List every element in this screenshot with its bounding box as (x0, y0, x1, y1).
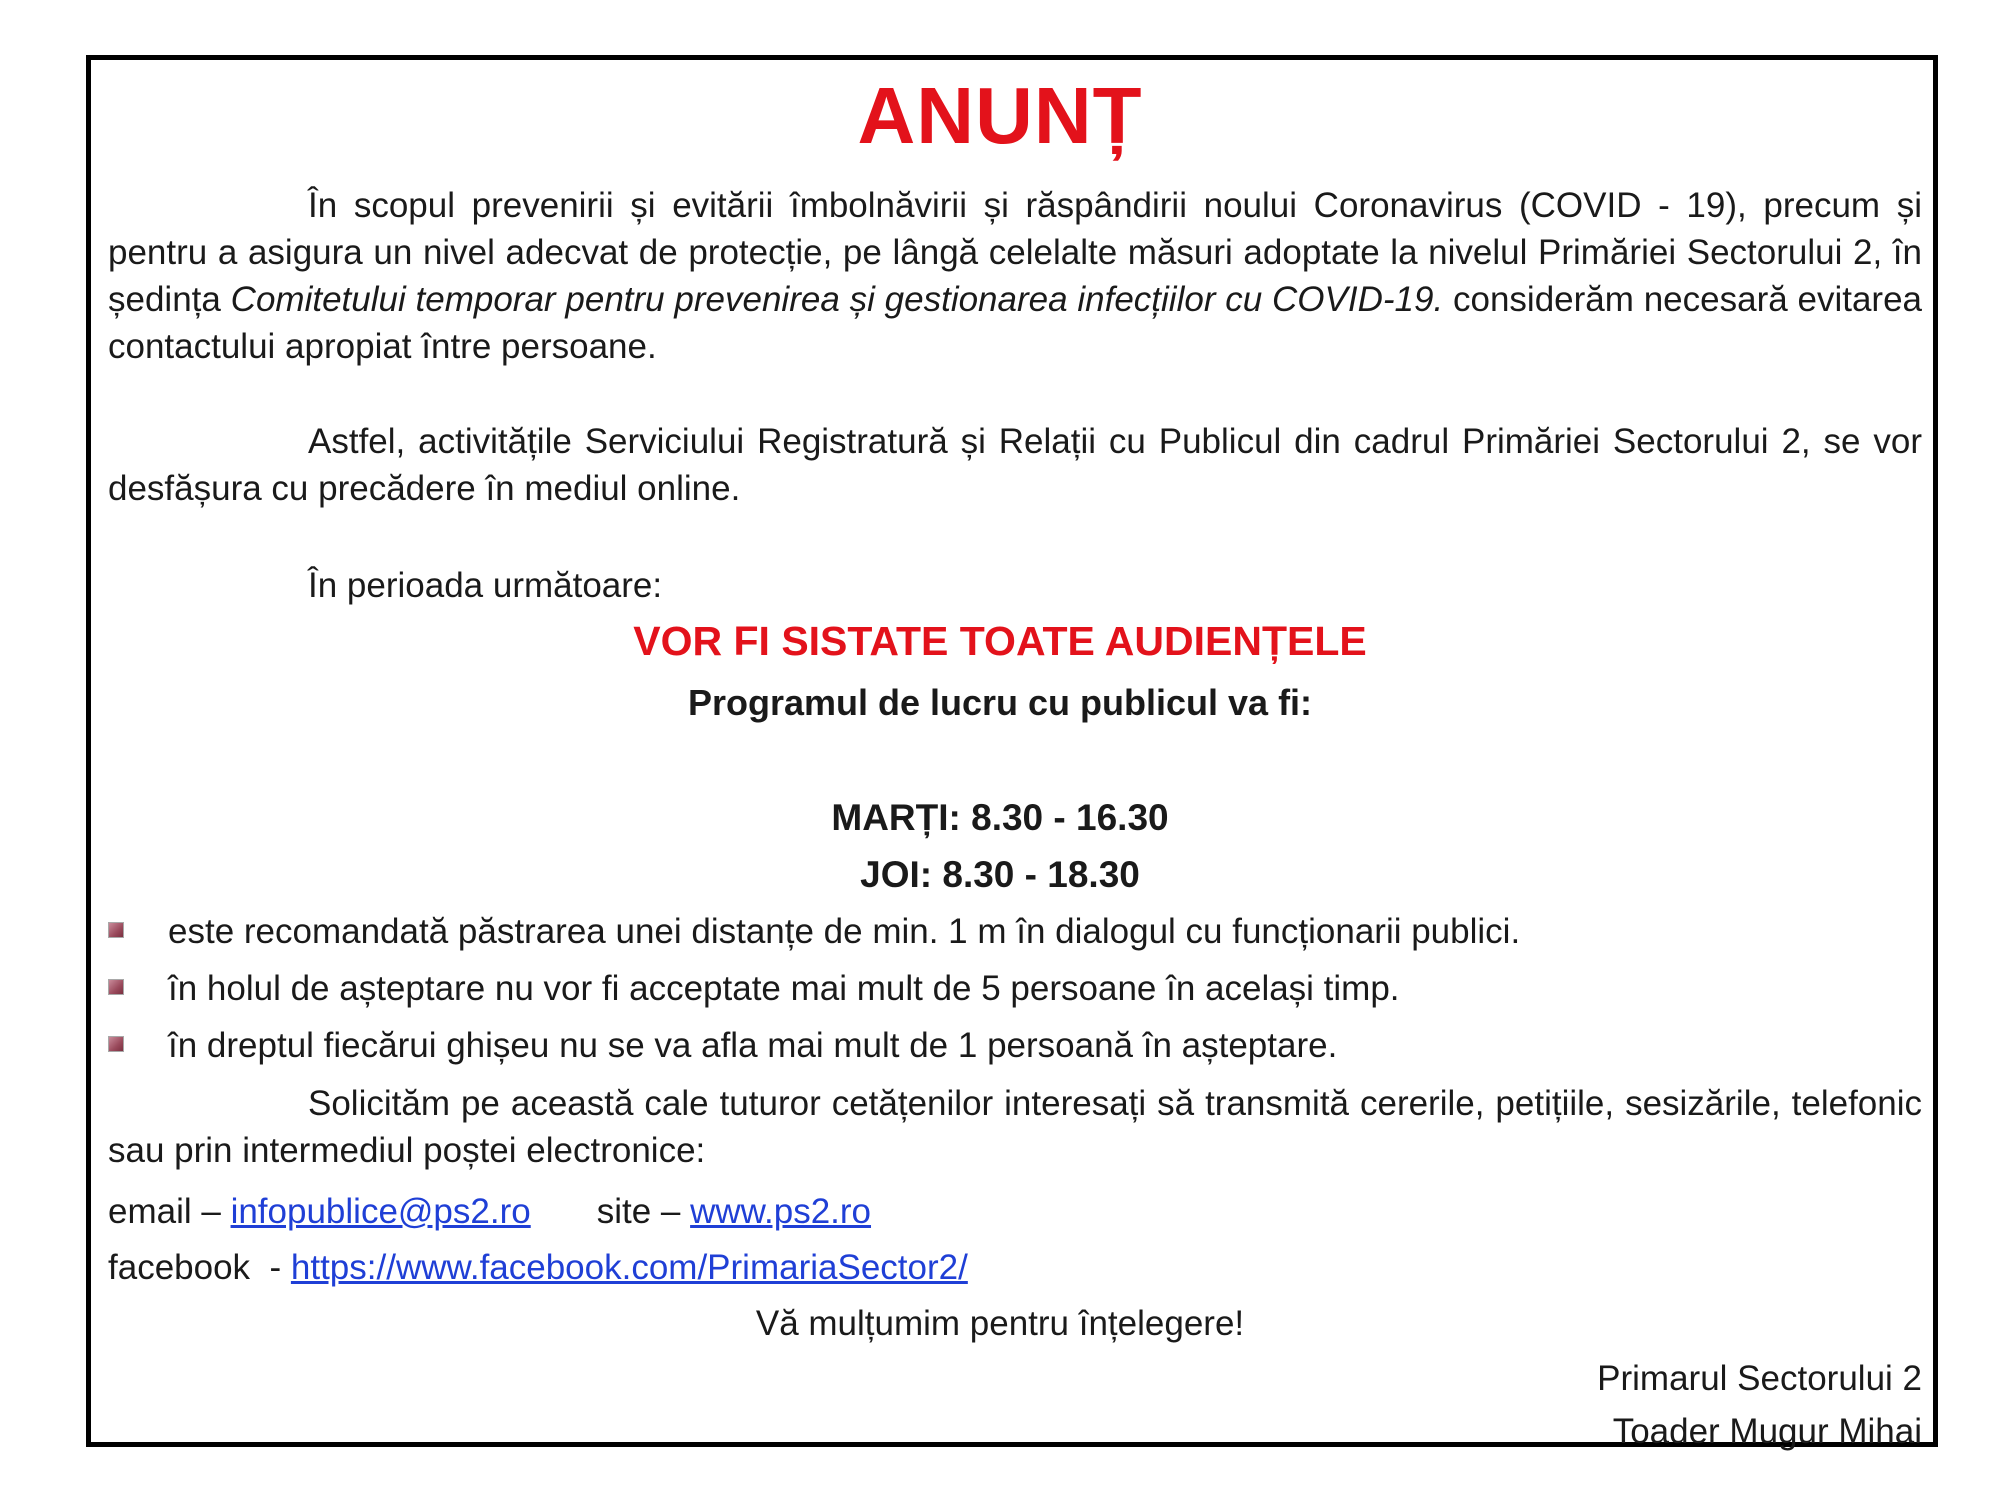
email-site-line (108, 1188, 871, 1235)
signature-name: Toader Mugur Mihai (1612, 1412, 1922, 1451)
email-link[interactable]: infopublice@ps2.ro (230, 1192, 531, 1231)
email-label: email – (108, 1192, 231, 1231)
request-paragraph: Solicităm pe această cale tuturor cetățenilor interesați să transmită cererile, petițiile, sesizările, telefonic sau prin intermediul poștei electronice: (108, 1084, 1922, 1170)
intro-text-start: În scopul prevenirii și evitării îmbolnăvirii și răspândirii noului Coronavirus (COVID - 19), precum și pentru a asigura un nivel adecvat de protecție, pe lângă celelalte măsuri adoptate la nivelul Primăriei Sectorului 2, în ședința (108, 186, 1922, 319)
committee-name: Comitetului temporar pentru prevenirea și gestionarea infecțiilor cu COVID-19. (230, 280, 1444, 319)
online-paragraph: Astfel, activitățile Serviciului Registratură și Relații cu Publicul din cadrul Primăriei Sectorului 2, se vor desfășura cu precădere în mediul online. (108, 422, 1922, 508)
suspended-audiences-heading: VOR FI SISTATE TOATE AUDIENȚELE (633, 618, 1367, 664)
bullet-square-icon (108, 922, 124, 938)
list-item (108, 908, 1520, 955)
intro-text-end: considerăm necesară evitarea contactului apropiat între persoane. (108, 280, 1923, 366)
page-title: ANUNȚ (857, 71, 1143, 160)
bullet-square-icon (108, 1036, 124, 1052)
facebook-line (108, 1244, 968, 1291)
list-item (108, 1022, 1337, 1069)
period-label: În perioada următoare: (308, 566, 663, 605)
bullet-text-counter: în dreptul fiecărui ghișeu nu se va afla mai mult de 1 persoană în așteptare. (168, 1026, 1338, 1065)
list-item (108, 965, 1400, 1012)
signature-role: Primarul Sectorului 2 (1597, 1359, 1922, 1398)
program-heading: Programul de lucru cu publicul va fi: (687, 682, 1313, 723)
bullet-text-distance: este recomandată păstrarea unei distanțe de min. 1 m în dialogul cu funcționarii publici. (168, 912, 1521, 951)
facebook-label: facebook - (108, 1248, 291, 1287)
schedule-tuesday: MARȚI: 8.30 - 16.30 (831, 797, 1169, 838)
site-link[interactable]: www.ps2.ro (690, 1192, 872, 1231)
bullet-square-icon (108, 979, 124, 995)
schedule-thursday: JOI: 8.30 - 18.30 (860, 854, 1140, 895)
facebook-link[interactable]: https://www.facebook.com/PrimariaSector2/ (290, 1248, 968, 1287)
site-label: site – (596, 1192, 691, 1231)
thanks-line: Vă mulțumim pentru înțelegere! (755, 1304, 1245, 1343)
bullet-text-hall: în holul de așteptare nu vor fi acceptate mai mult de 5 persoane în același timp. (168, 969, 1400, 1008)
intro-paragraph (108, 182, 1922, 370)
